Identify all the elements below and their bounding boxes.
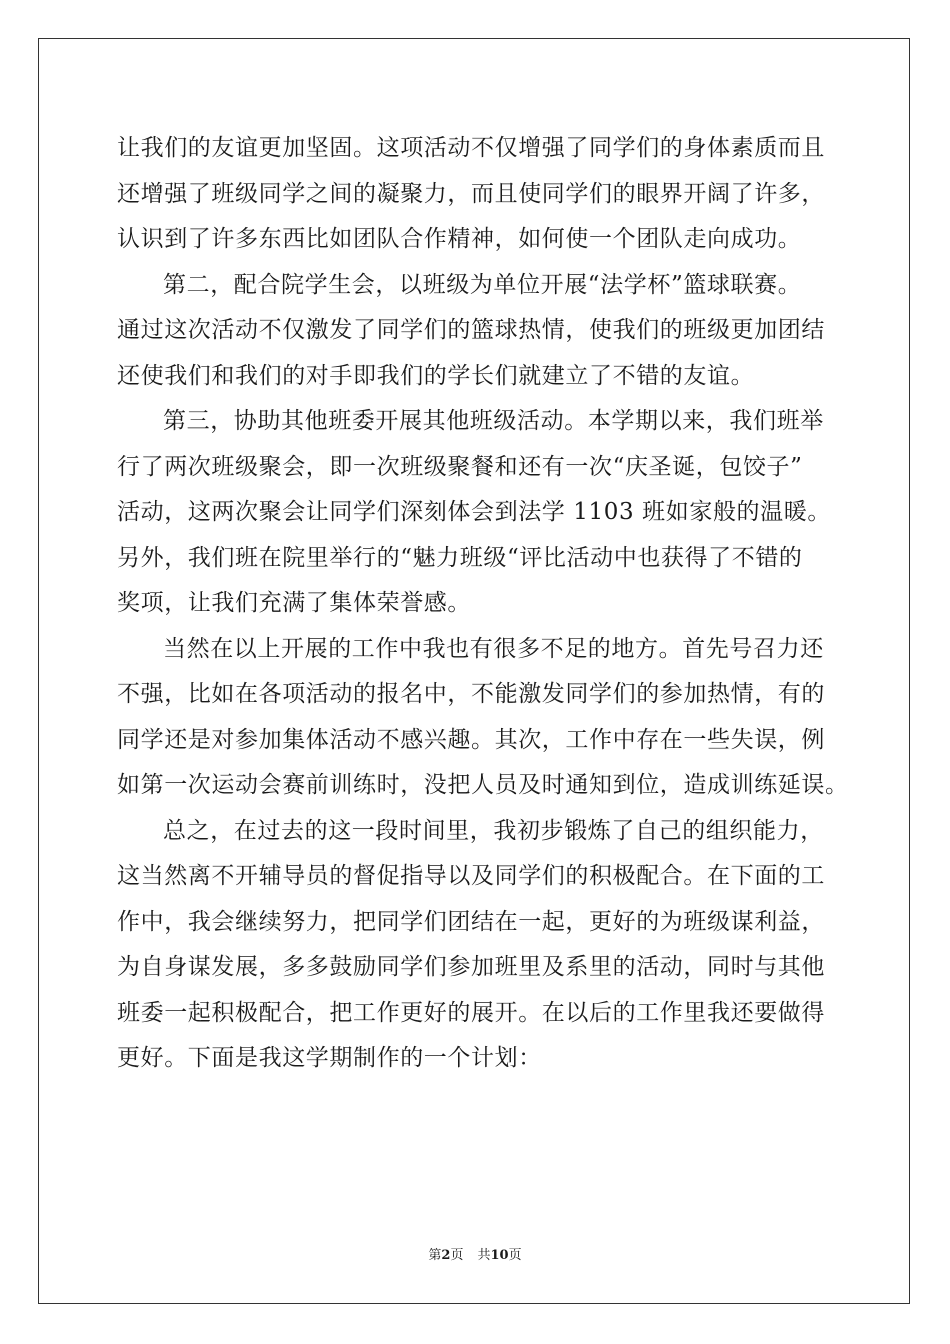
text-line: 另外，我们班在院里举行的“魅力班级“评比活动中也获得了不错的 [117,544,803,571]
total-suffix: 页 [508,1248,522,1263]
page-number-footer [0,1247,950,1265]
total-page-number: 10 [490,1248,509,1263]
text-line: 认识到了许多东西比如团队合作精神，如何使一个团队走向成功。 [117,226,802,252]
text-line: 同学还是对参加集体活动不感兴趣。其次，工作中存在一些失误，例 [117,726,825,753]
text-line: 作中，我会继续努力，把同学们团结在一起，更好的为班级谋利益， [117,908,825,935]
page-prefix: 第 [428,1248,442,1263]
text-line: 行了两次班级聚会，即一次班级聚餐和还有一次“庆圣诞，包饺子” [117,453,803,480]
paragraph-start-line: 总之，在过去的这一段时间里，我初步锻炼了自己的组织能力， [163,817,824,844]
text-line: 这当然离不开辅导员的督促指导以及同学们的积极配合。在下面的工 [117,863,825,889]
text-line: 为自身谋发展，多多鼓励同学们参加班里及系里的活动，同时与其他 [117,954,825,980]
paragraph-start-line: 第三，协助其他班委开展其他班级活动。本学期以来，我们班举 [163,408,824,434]
total-prefix: 共 [477,1248,491,1263]
document-body [117,126,849,1082]
text-line: 班委一起积极配合，把工作更好的展开。在以后的工作里我还要做得 [117,999,825,1026]
text-line: 还使我们和我们的对手即我们的学长们就建立了不错的友谊。 [117,362,755,389]
text-line: 如第一次运动会赛前训练时，没把人员及时通知到位，造成训练延误。 [117,772,849,798]
text-line: 不强，比如在各项活动的报名中，不能激发同学们的参加热情，有的 [117,681,825,707]
text-line: 更好。下面是我这学期制作的一个计划： [117,1045,542,1071]
text-line: 让我们的友谊更加坚固。这项活动不仅增强了同学们的身体素质而且 [117,135,825,161]
page-suffix: 页 [450,1248,464,1263]
paragraph-start-line: 第二，配合院学生会，以班级为单位开展“法学杯”篮球联赛。 [163,271,802,298]
text-line: 活动，这两次聚会让同学们深刻体会到法学 1103 班如家般的温暖。 [117,499,831,525]
text-line: 奖项，让我们充满了集体荣誉感。 [117,590,471,616]
text-line: 还增强了班级同学之间的凝聚力，而且使同学们的眼界开阔了许多， [117,180,825,207]
current-page-number: 2 [441,1248,451,1263]
paragraph-start-line: 当然在以上开展的工作中我也有很多不足的地方。首先号召力还 [163,635,824,662]
text-line: 通过这次活动不仅激发了同学们的篮球热情，使我们的班级更加团结 [117,317,825,343]
